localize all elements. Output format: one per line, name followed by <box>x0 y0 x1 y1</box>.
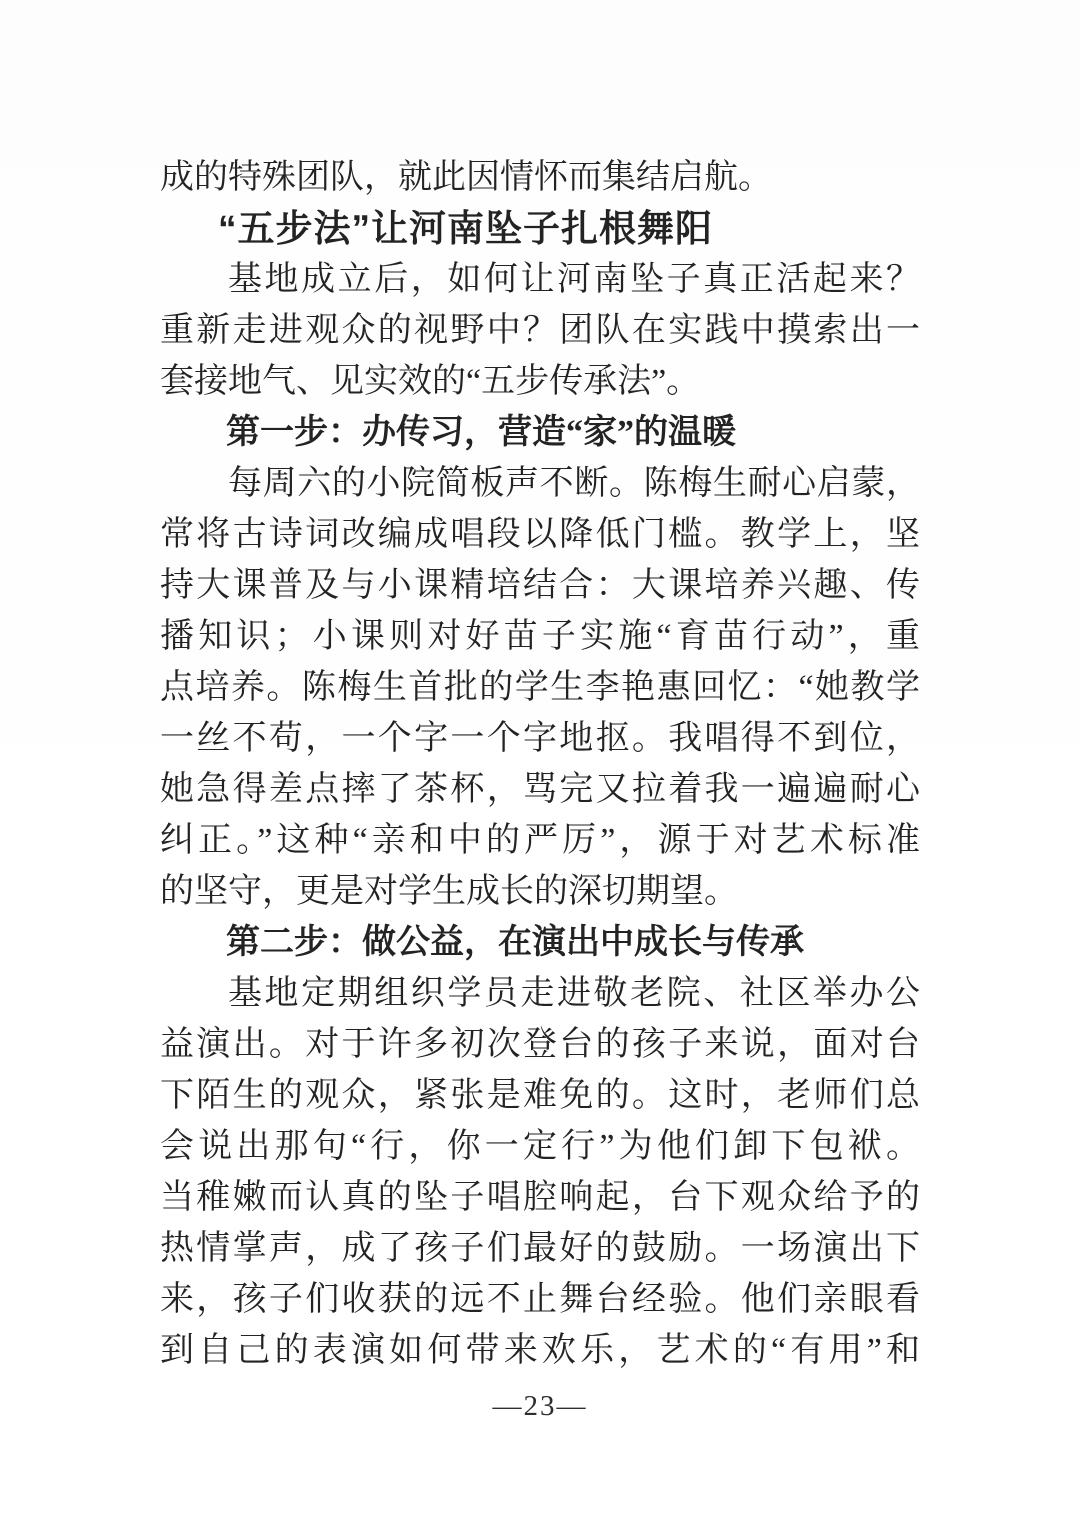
text-line: 套接地气、见实效的“五步传承法”。 <box>160 363 701 400</box>
step-heading: 第二步：做公益，在演出中成长与传承 <box>226 924 804 961</box>
section-heading: “五步法”让河南坠子扎根舞阳 <box>218 208 713 249</box>
text-line: 益演出。对于许多初次登台的孩子来说，面对台 <box>160 1026 920 1063</box>
text-line: 一丝不苟，一个字一个字地抠。我唱得不到位， <box>160 720 920 757</box>
text-line: 热情掌声，成了孩子们最好的鼓励。一场演出下 <box>160 1230 920 1267</box>
text-line: 下陌生的观众，紧张是难免的。这时，老师们总 <box>160 1077 920 1114</box>
text-line: 会说出那句“行，你一定行”为他们卸下包袱。 <box>160 1128 920 1165</box>
text-line: 的坚守，更是对学生成长的深切期望。 <box>160 873 738 910</box>
text-line: 播知识；小课则对好苗子实施“育苗行动”，重 <box>160 618 920 655</box>
text-line: 基地成立后，如何让河南坠子真正活起来？ <box>228 261 920 298</box>
text-content <box>160 152 920 1376</box>
text-line: 点培养。陈梅生首批的学生李艳惠回忆：“她教学 <box>160 669 920 706</box>
text-line: 到自己的表演如何带来欢乐，艺术的“有用”和 <box>160 1332 920 1369</box>
text-line: 来，孩子们收获的远不止舞台经验。他们亲眼看 <box>160 1281 920 1318</box>
text-line: 常将古诗词改编成唱段以降低门槛。教学上，坚 <box>160 516 920 553</box>
text-line: 成的特殊团队，就此因情怀而集结启航。 <box>160 159 772 196</box>
text-line: 当稚嫩而认真的坠子唱腔响起，台下观众给予的 <box>160 1179 920 1216</box>
text-line: 每周六的小院简板声不断。陈梅生耐心启蒙， <box>228 465 920 502</box>
text-line: 她急得差点摔了茶杯，骂完又拉着我一遍遍耐心 <box>160 771 920 808</box>
page-number: —23— <box>492 1390 588 1422</box>
step-heading: 第一步：办传习，营造“家”的温暖 <box>226 414 736 451</box>
text-line: 纠正。”这种“亲和中的严厉”，源于对艺术标准 <box>160 822 920 859</box>
text-line: 重新走进观众的视野中？团队在实践中摸索出一 <box>160 312 920 349</box>
text-line: 基地定期组织学员走进敬老院、社区举办公 <box>228 975 920 1012</box>
text-line: 持大课普及与小课精培结合：大课培养兴趣、传 <box>160 567 920 604</box>
